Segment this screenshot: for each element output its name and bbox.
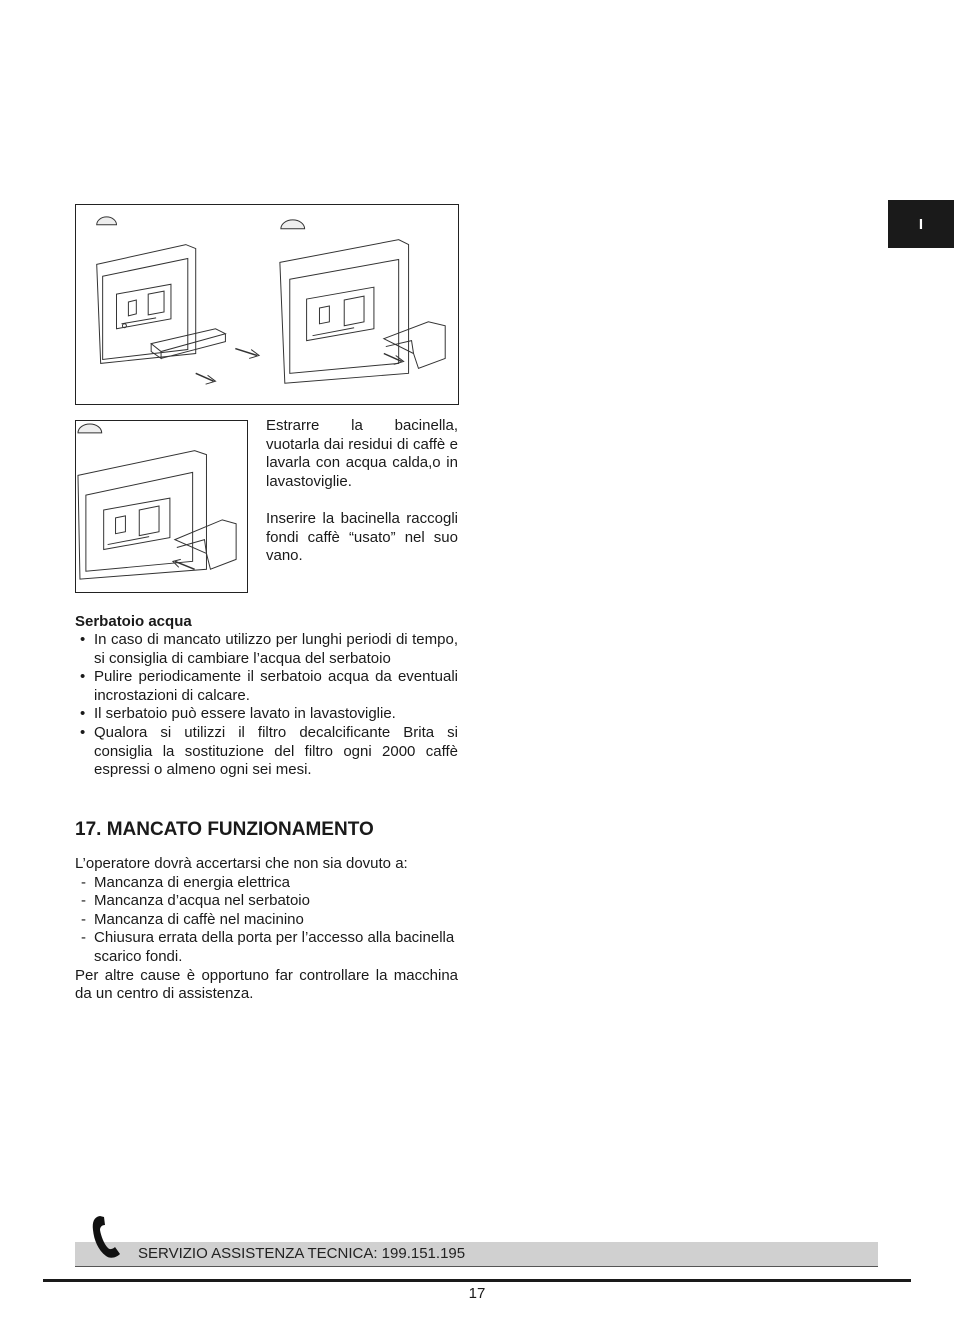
tray-instruction-insert: Inserire la bacinella raccogli fondi caffè “usato” nel suo vano. [266,509,458,565]
list-item: • In caso di mancato utilizzo per lunghi periodi di tempo, si consiglia di cambiare l’acqua del serbatoio [75,631,458,668]
section-intro: L’operatore dovrà accertarsi che non sia dovuto a: [75,855,408,872]
service-bar [75,1242,878,1267]
water-tank-section [75,612,458,780]
list-item: • Qualora si utilizzi il filtro decalcificante Brita si consiglia la sostituzione del filtro ogni 2000 caffè espressi o almeno ogni sei mesi. [75,724,458,780]
water-tank-title: Serbatoio acqua [75,613,192,630]
list-item: - Mancanza di energia elettrica [75,874,458,893]
list-item: - Chiusura errata della porta per l’accesso alla bacinella scarico fondi. [75,929,458,966]
machine-drawing-right [280,220,445,383]
list-item: • Pulire periodicamente il serbatoio acqua da eventuali incrostazioni di calcare. [75,668,458,705]
malfunction-section [75,818,458,1004]
service-phone-text: SERVIZIO ASSISTENZA TECNICA: 199.151.195 [138,1245,466,1262]
illustration-tray-removal [75,204,459,405]
water-tank-list [75,631,458,780]
illustration-tray-insertion [75,420,248,593]
malfunction-list [75,874,458,967]
section-heading: 17. MANCATO FUNZIONAMENTO [75,819,374,840]
list-item: - Mancanza di caffè nel macinino [75,911,458,930]
section-outro: Per altre cause è opportuno far controllare la macchina da un centro di assistenza. [75,966,458,1003]
list-item: - Mancanza d’acqua nel serbatoio [75,892,458,911]
phone-icon [86,1214,124,1260]
language-tab: I [888,200,954,248]
tray-instructions [266,417,458,584]
page-number: 17 [468,1285,486,1302]
machine-drawing-left [97,217,259,384]
tray-instruction-remove: Estrarre la bacinella, vuotarla dai residui di caffè e lavarla con acqua calda,o in lavastoviglie. [266,417,458,490]
list-item: • Il serbatoio può essere lavato in lavastoviglie. [75,705,458,724]
footer-divider [43,1279,911,1282]
